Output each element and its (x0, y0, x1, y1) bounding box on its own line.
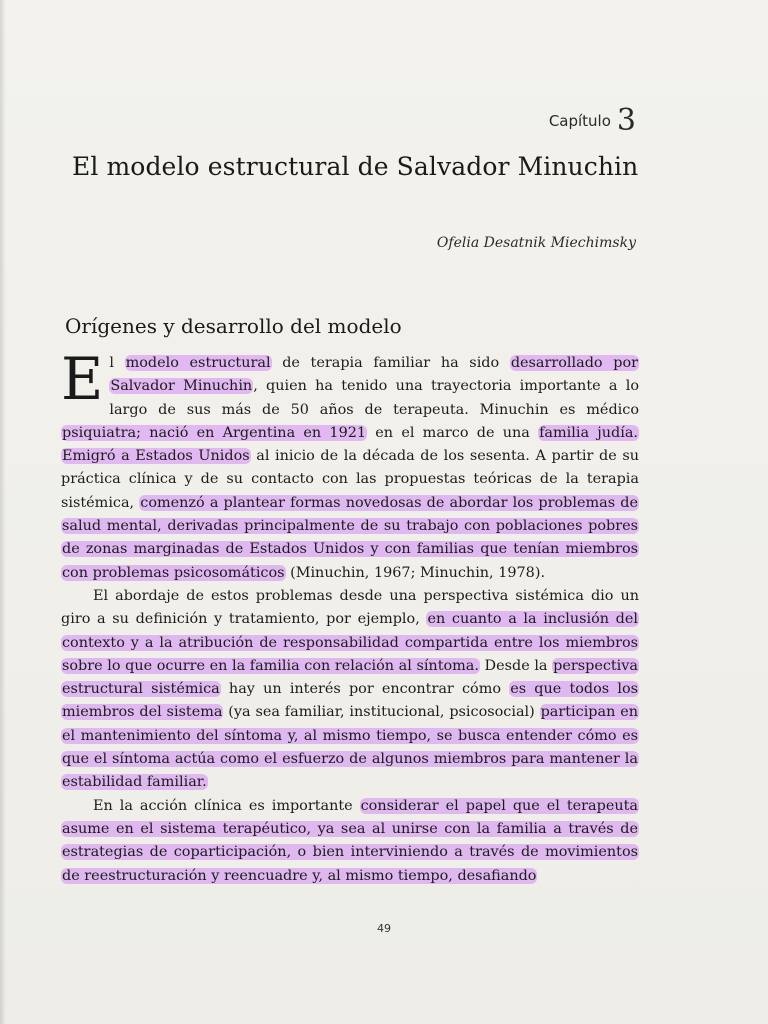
text-run: en el marco de una (367, 424, 539, 441)
text-run: de terapia familiar ha sido (271, 355, 510, 371)
highlighted-text: modelo estructural (125, 355, 271, 371)
text-run: (Minuchin, 1967; Minuchin, 1978). (285, 564, 546, 581)
highlighted-text: desarrollado por Salvador Minuchin (110, 355, 638, 395)
paragraph (61, 795, 639, 888)
chapter-word: Capítulo (548, 112, 611, 130)
highlighted-text: perspectiva estructural sistémica (62, 657, 638, 698)
text-run: (ya sea familiar, institucional, psicosocial) (223, 704, 540, 721)
text-run: al inicio de la década de los sesenta. A partir de su práctica clínica y de su contacto con las propuestas teóricas de la terapia sistémica, (61, 448, 639, 511)
text-run: hay un interés por encontrar cómo (220, 681, 510, 698)
highlighted-text: considerar el papel que el terapeuta asume en el sistema terapéutico, ya sea al unirse con la familia a través de estrategias de coparticipación, o bien interviniendo a través de movimientos de reestructuración y reencuadre y, al mismo tiempo, desafiando (62, 797, 638, 884)
paragraph (61, 585, 639, 795)
highlighted-text: es que todos los miembros del sistema (62, 681, 638, 721)
text-run: Desde la (479, 657, 553, 674)
highlighted-text: comenzó a plantear formas novedosas de abordar los problemas de salud mental, derivadas principalmente de su trabajo con poblaciones pobres de zonas marginadas de Estados Unidos y con familias que tenían miembros con problemas psicosomáticos (62, 494, 638, 581)
text-run: , quien ha tenido una trayectoria importante a lo largo de sus más de 50 años de terapeuta. Minuchin es médico (109, 378, 639, 418)
chapter-label (549, 103, 636, 138)
drop-cap: E (61, 345, 104, 413)
text-run: l (109, 355, 125, 371)
chapter-title: El modelo estructural de Salvador Minuchin (72, 152, 639, 181)
scan-edge-shadow (0, 0, 6, 1024)
highlighted-text: participan en el mantenimiento del síntoma y, al mismo tiempo, se busca entender cómo es que el síntoma actúa como el esfuerzo de algunos miembros para mantener la estabilidad familiar. (62, 704, 638, 791)
body-text (61, 345, 639, 888)
highlighted-text: en cuanto a la inclusión del contexto y a la atribución de responsabilidad compartida entre los miembros sobre lo que ocurre en la familia con relación al síntoma. (62, 611, 639, 674)
text-run: En la acción clínica es importante (93, 797, 360, 814)
highlighted-text: familia judía. Emigró a Estados Unidos (62, 424, 638, 465)
chapter-number: 3 (616, 103, 636, 138)
text-run: El abordaje de estos problemas desde una perspectiva sistémica dio un giro a su definición y tratamiento, por ejemplo, (61, 587, 639, 628)
page-number: 49 (377, 922, 391, 935)
paragraph (61, 345, 639, 585)
section-heading: Orígenes y desarrollo del modelo (65, 314, 402, 338)
highlighted-text: psiquiatra; nació en Argentina en 1921 (62, 424, 367, 441)
chapter-author: Ofelia Desatnik Miechimsky (436, 235, 636, 251)
